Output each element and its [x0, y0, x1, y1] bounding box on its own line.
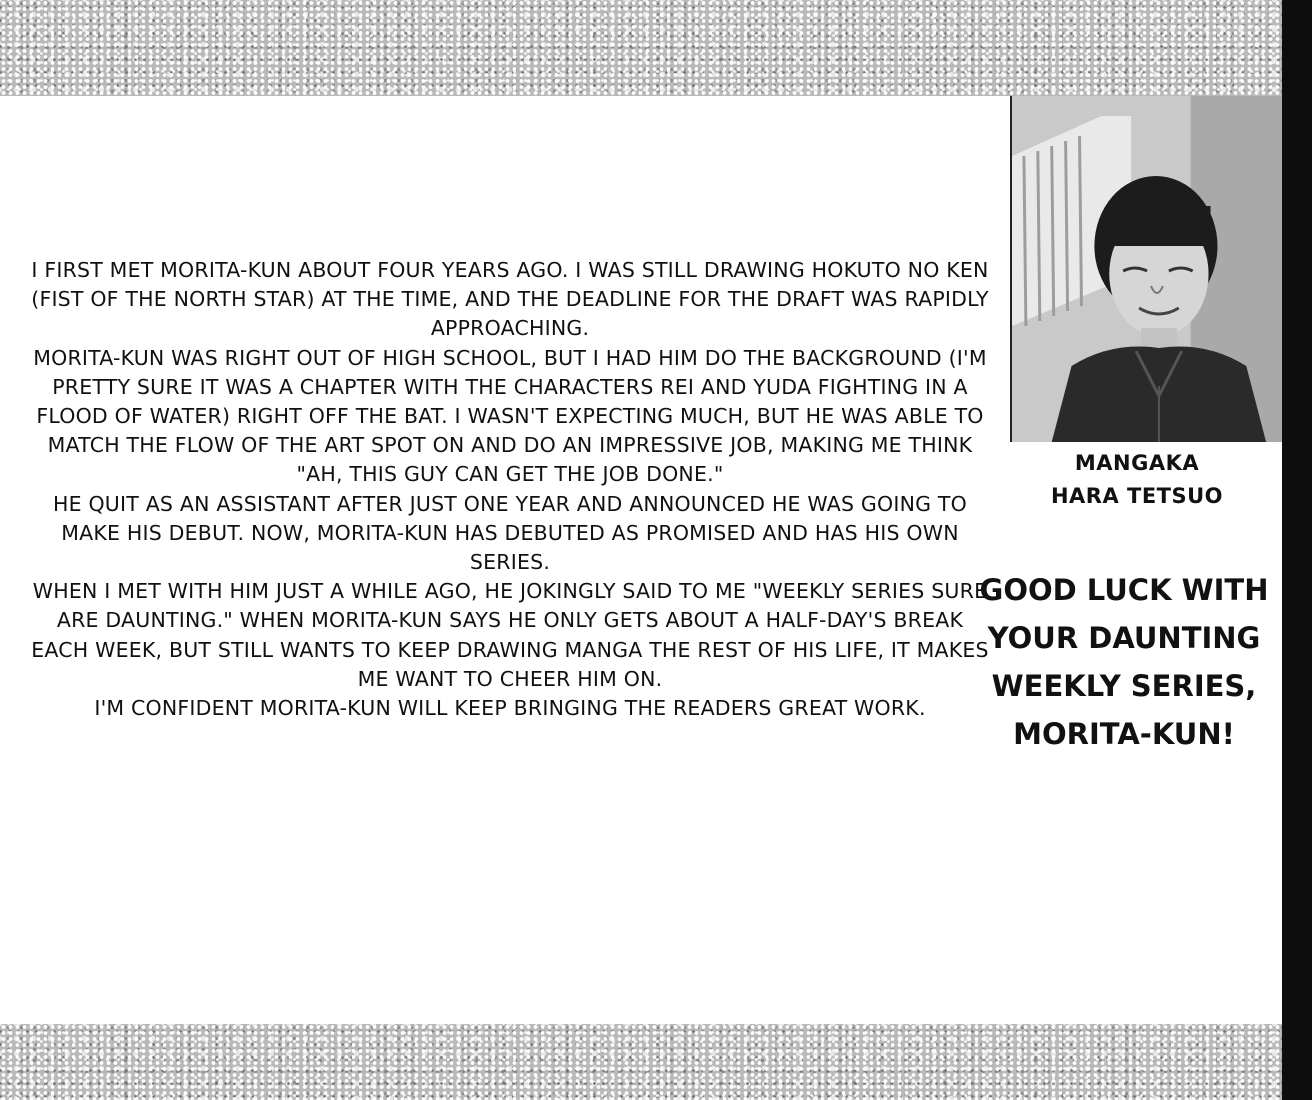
message-paragraph: MORITA-KUN WAS RIGHT OUT OF HIGH SCHOOL, BUT I HAD HIM DO THE BACKGROUND (I'M PRETTY SURE IT WAS A CHAPTER WITH THE CHARACTERS REI AND YUDA FIGHTING IN A FLOOD OF WATER) RIGHT OFF THE BAT. I WASN'T EXPECTING MUCH, BUT HE WAS ABLE TO MATCH THE FLOW OF THE ART SPOT ON AND DO AN IMPRESSIVE JOB, MAKING ME THINK "AH, THIS GUY CAN GET THE JOB DONE."	[33, 345, 987, 487]
screentone-border-bottom	[0, 1024, 1282, 1100]
message-text	[30, 256, 990, 723]
message-paragraph: I'M CONFIDENT MORITA-KUN WILL KEEP BRINGING THE READERS GREAT WORK.	[94, 696, 926, 721]
page-edge	[1282, 0, 1312, 1100]
cheer-message	[966, 566, 1282, 758]
author-name: HARA TETSUO	[1050, 484, 1224, 508]
author-photo	[1010, 96, 1282, 442]
message-paragraph: I FIRST MET MORITA-KUN ABOUT FOUR YEARS AGO. I WAS STILL DRAWING HOKUTO NO KEN (FIST OF THE NORTH STAR) AT THE TIME, AND THE DEADLINE FOR THE DRAFT WAS RAPIDLY APPROACHING.	[31, 258, 989, 341]
cheer-line: MORITA-KUN!	[1013, 717, 1235, 751]
author-role: MANGAKA	[1074, 451, 1200, 475]
cheer-line: GOOD LUCK WITH	[979, 573, 1269, 607]
message-paragraph: HE QUIT AS AN ASSISTANT AFTER JUST ONE YEAR AND ANNOUNCED HE WAS GOING TO MAKE HIS DEBUT. NOW, MORITA-KUN HAS DEBUTED AS PROMISED AND HAS HIS OWN SERIES.	[52, 491, 967, 575]
message-paragraph: WHEN I MET WITH HIM JUST A WHILE AGO, HE JOKINGLY SAID TO ME "WEEKLY SERIES SURE ARE DAUNTING." WHEN MORITA-KUN SAYS HE ONLY GETS ABOUT A HALF-DAY'S BREAK EACH WEEK, BUT STILL WANTS TO KEEP DRAWING MANGA THE REST OF HIS LIFE, IT MAKES ME WANT TO CHEER HIM ON.	[31, 579, 989, 691]
cheer-line: WEEKLY SERIES,	[991, 669, 1257, 703]
author-caption	[1010, 447, 1264, 513]
screentone-border-top	[0, 0, 1282, 96]
cheer-line: YOUR DAUNTING	[987, 621, 1261, 655]
